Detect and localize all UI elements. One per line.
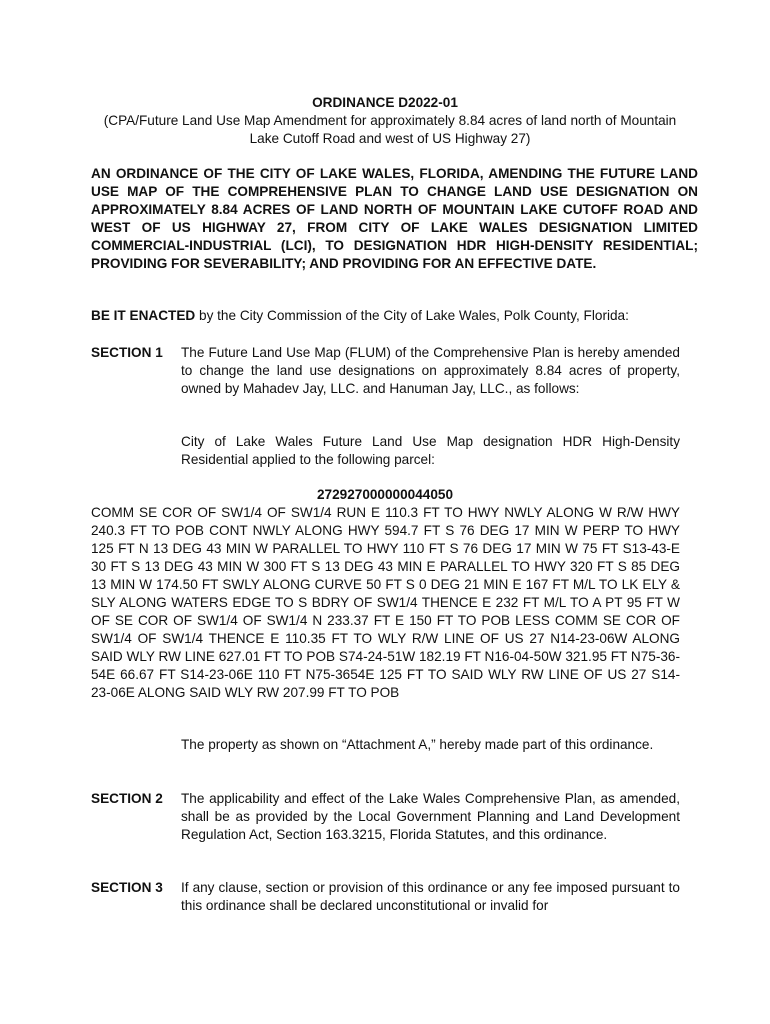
section-1-text: The Future Land Use Map (FLUM) of the Comprehensive Plan is hereby amended to change the land use designations on approximately 8.84 acres of property, owned by Mahadev Jay, LLC. and Hanuman Jay, LLC., as follows: bbox=[181, 345, 680, 396]
section-3-label: SECTION 3 bbox=[91, 880, 163, 895]
enacting-clause-text: by the City Commission of the City of Lake Wales, Polk County, Florida: bbox=[195, 308, 629, 323]
parcel-id: 272927000000044050 bbox=[316, 487, 454, 502]
ordinance-preamble: AN ORDINANCE OF THE CITY OF LAKE WALES, FLORIDA, AMENDING THE FUTURE LAND USE MAP OF THE COMPREHENSIVE PLAN TO CHANGE LAND USE DESIGNATION ON APPROXIMATELY 8.84 ACRES OF LAND NORTH OF MOUNTAIN LAKE CUTOFF ROAD AND WEST OF US HIGHWAY 27, FROM CITY OF LAKE WALES DESIGNATION LIMITED COMMERCIAL-INDUSTRIAL (LCI), TO DESIGNATION HDR HIGH-DENSITY RESIDENTIAL; PROVIDING FOR SEVERABILITY; AND PROVIDING FOR AN EFFECTIVE DATE. bbox=[91, 166, 698, 271]
ordinance-title: ORDINANCE D2022-01 bbox=[312, 95, 458, 110]
attachment-note: The property as shown on “Attachment A,” hereby made part of this ordinance. bbox=[181, 737, 654, 752]
section-1-designation: City of Lake Wales Future Land Use Map designation HDR High-Density Residential applied to the following parcel: bbox=[181, 434, 680, 467]
enacting-clause bbox=[91, 307, 698, 325]
section-2-label: SECTION 2 bbox=[91, 791, 163, 806]
section-1-label: SECTION 1 bbox=[91, 345, 163, 360]
enacting-clause-bold: BE IT ENACTED bbox=[91, 308, 196, 323]
section-3-text: If any clause, section or provision of this ordinance or any fee imposed pursuant to this ordinance shall be declared unconstitutional or invalid for bbox=[181, 880, 680, 913]
legal-description: COMM SE COR OF SW1/4 OF SW1/4 RUN E 110.3 FT TO HWY NWLY ALONG W R/W HWY 240.3 FT TO POB CONT NWLY ALONG HWY 594.7 FT S 76 DEG 17 MIN W PERP TO HWY 125 FT N 13 DEG 43 MIN W PARALLEL TO HWY 110 FT S 76 DEG 17 MIN W 75 FT S13-43-E 30 FT S 13 DEG 43 MIN W 300 FT S 13 DEG 43 MIN E PARALLEL TO HWY 320 FT S 85 DEG 13 MIN W 174.50 FT SWLY ALONG CURVE 50 FT S 0 DEG 21 MIN E 167 FT M/L TO LK ELY & SLY ALONG WATERS EDGE TO S BDRY OF SW1/4 THENCE E 232 FT M/L TO A PT 95 FT W OF SE COR OF SW1/4 OF SW1/4 N 233.37 FT E 150 FT TO POB LESS COMM SE COR OF SW1/4 OF SW1/4 THENCE E 110.35 FT TO WLY R/W LINE OF US 27 N14-23-06W ALONG SAID WLY RW LINE 627.01 FT TO POB S74-24-51W 182.19 FT N16-04-50W 321.95 FT N75-36-54E 66.67 FT S14-23-06E 110 FT N75-3654E 125 FT TO SAID WLY RW LINE OF US 27 S14-23-06E ALONG SAID WLY RW 207.99 FT TO POB bbox=[91, 505, 680, 700]
ordinance-subtitle: (CPA/Future Land Use Map Amendment for approximately 8.84 acres of land north of Mountain Lake Cutoff Road and west of US Highway 27) bbox=[103, 113, 677, 146]
section-2-text: The applicability and effect of the Lake Wales Comprehensive Plan, as amended, shall be as provided by the Local Government Planning and Land Development Regulation Act, Section 163.3215, Florida Statutes, and this ordinance. bbox=[181, 791, 680, 842]
